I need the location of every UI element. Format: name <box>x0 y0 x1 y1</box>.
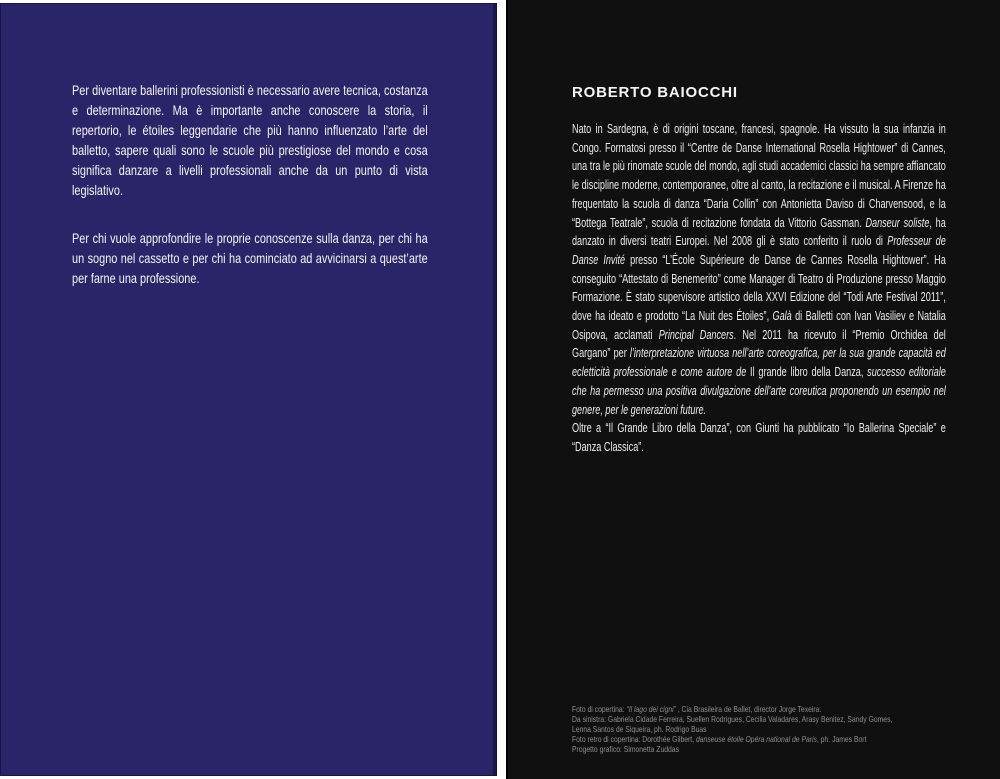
flap-paragraph-2: Per chi vuole approfondire le proprie conoscenze sulla danza, per chi ha un sogno nel cassetto e per chi ha cominciato ad avvicinarsi a quest’arte per farne una professione. <box>72 230 428 286</box>
author-name-title: ROBERTO BAIOCCHI <box>572 84 738 101</box>
photo-credits <box>572 704 902 754</box>
back-cover-panel <box>506 0 1000 779</box>
flap-intro-text <box>72 80 428 288</box>
credit-line: Da sinistra: Gabriela Cidade Ferreira, Suellen Rodrigues, Cecilia Valadares, Arasy Benitez, Sandy Gomes, <box>572 714 893 724</box>
credit-line: Lenna Santos de Siqueira, ph. Rodrigo Buas <box>572 724 707 734</box>
credit-line: Foto di copertina: “Il lago dei cigni” , Cia Brasileira de Ballet, director Jorge Texeira. <box>572 704 822 714</box>
flap-paragraph-1: Per diventare ballerini professionisti è necessario avere tecnica, costanza e determinazione. Ma è importante anche conoscere la storia, il repertorio, le étoiles leggendarie che più hanno influenzato l’arte del balletto, sapere quali sono le scuole più prestigiose del mondo e cosa significa danzare a livelli professionali anche da un punto di vista legislativo. <box>72 82 428 198</box>
credit-line: Foto retro di copertina: Dorothée Gilbert, danseuse étoile Opéra national de Paris, ph. James Bort <box>572 734 867 744</box>
author-biography: Nato in Sardegna, è di origini toscane, francesi, spagnole. Ha vissuto la sua infanzia in Congo. Formatosi presso il “Centre de Danse International Rosella Hightower” di Cannes, una tra le più rinomate scuole del mondo, agli studi accademici classici ha sempre affiancato le discipline moderne, contemporanee, oltre al canto, la recitazione e il musical. A Firenze ha frequentato la scuola di danza “Daria Collin” con Antonietta Daviso di Charvensood, e la “Bottega Teatrale”, scuola di recitazione fondata da Vittorio Gassman. Danseur soliste, ha danzato in diversi teatri Europei. Nel 2008 gli è stato conferito il ruolo di Professeur de Danse Invité presso “L’École Supérieure de Danse de Cannes Rosella Hightower”. Ha conseguito “Attestato di Benemerito” come Manager di Teatro di Produzione presso Maggio Formazione. È stato supervisore artistico della XXVI Edizione del “Todi Arte Festival 2011”, dove ha ideato e prodotto “La Nuit des Étoiles”, Galà di Balletti con Ivan Vasiliev e Natalia Osipova, acclamati Principal Dancers. Nel 2011 ha ricevuto il “Premio Orchidea del Gargano” per l’interpretazione virtuosa nell’arte coreografica, per la sua grande capacità ed ecletticità professionale e come autore de Il grande libro della Danza, successo editoriale che ha permesso una positiva divulgazione dell’arte coreutica proponendo un esempio nel genere, per le generazioni future. Oltre a “Il Grande Libro della Danza”, con Giunti ha pubblicato “Io Ballerina Speciale” e “Danza Classica”. <box>572 121 946 454</box>
credit-line: Progetto grafico: Simonetta Zuddas <box>572 744 679 754</box>
front-flap-panel <box>0 3 497 776</box>
